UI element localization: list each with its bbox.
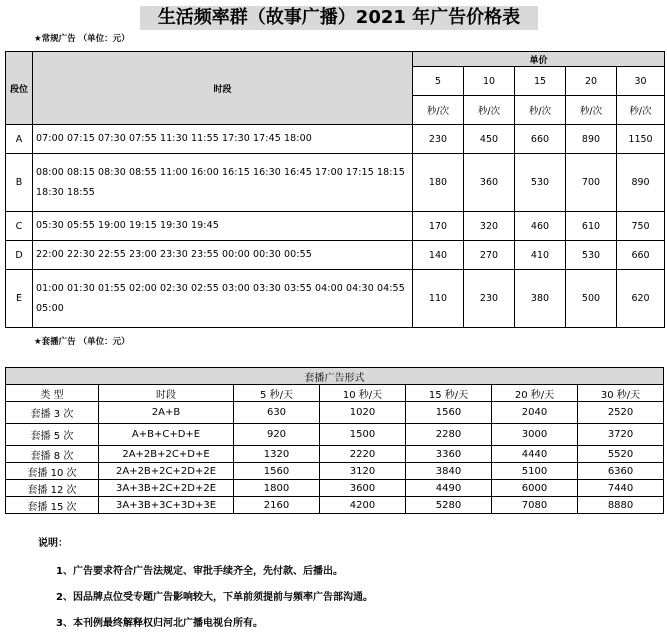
package-type-cell: 套播 5 次 xyxy=(6,424,99,446)
price-cell: 630 xyxy=(234,402,320,424)
package-caption: 套播广告形式 xyxy=(6,368,664,385)
price-cell: 360 xyxy=(464,154,515,212)
price-cell: 700 xyxy=(566,154,617,212)
note-item: 1、广告要求符合广告法规定、审批手续齐全，先付款、后播出。 xyxy=(56,566,343,577)
price-cell: 4440 xyxy=(492,446,578,463)
price-cell: 1560 xyxy=(406,402,492,424)
table-row xyxy=(6,270,665,328)
table-row xyxy=(6,241,665,270)
price-cell: 450 xyxy=(464,125,515,154)
package-slot-cell: 3A+3B+3C+3D+3E xyxy=(99,497,234,514)
price-cell: 1320 xyxy=(234,446,320,463)
segment-cell: D xyxy=(6,241,33,270)
package-type-cell: 套播 3 次 xyxy=(6,402,99,424)
price-cell: 3840 xyxy=(406,463,492,480)
price-cell: 660 xyxy=(617,241,665,270)
price-cell: 1020 xyxy=(320,402,406,424)
slots-cell: 22:00 22:30 22:55 23:00 23:30 23:55 00:00 00:30 00:55 xyxy=(33,241,413,270)
unit-header: 秒/次 xyxy=(515,96,566,125)
package-slot-cell: A+B+C+D+E xyxy=(99,424,234,446)
regular-price-table xyxy=(5,51,665,328)
price-cell: 2280 xyxy=(406,424,492,446)
package-slot-cell: 2A+2B+2C+D+E xyxy=(99,446,234,463)
price-cell: 170 xyxy=(413,212,464,241)
price-cell: 2520 xyxy=(578,402,664,424)
slots-cell: 05:30 05:55 19:00 19:15 19:30 19:45 xyxy=(33,212,413,241)
price-cell: 5280 xyxy=(406,497,492,514)
duration-header: 20 xyxy=(566,67,617,96)
package-slot-cell: 2A+B xyxy=(99,402,234,424)
duration-header: 15 xyxy=(515,67,566,96)
price-cell: 530 xyxy=(566,241,617,270)
price-cell: 6000 xyxy=(492,480,578,497)
price-cell: 7080 xyxy=(492,497,578,514)
price-cell: 140 xyxy=(413,241,464,270)
table-row xyxy=(6,402,664,424)
package-ad-label: ★套播广告 （单位：元） xyxy=(34,337,130,347)
price-cell: 1560 xyxy=(234,463,320,480)
price-cell: 2160 xyxy=(234,497,320,514)
slots-cell: 07:00 07:15 07:30 07:55 11:30 11:55 17:30 17:45 18:00 xyxy=(33,125,413,154)
price-cell: 6360 xyxy=(578,463,664,480)
price-cell: 4200 xyxy=(320,497,406,514)
price-cell: 890 xyxy=(566,125,617,154)
price-cell: 460 xyxy=(515,212,566,241)
table-row xyxy=(6,497,664,514)
note-item: 3、本刊例最终解释权归河北广播电视台所有。 xyxy=(56,618,263,629)
price-cell: 500 xyxy=(566,270,617,328)
column-header: 时段 xyxy=(99,385,234,402)
price-cell: 610 xyxy=(566,212,617,241)
segment-cell: A xyxy=(6,125,33,154)
segment-cell: B xyxy=(6,154,33,212)
unit-header: 秒/次 xyxy=(566,96,617,125)
price-cell: 230 xyxy=(464,270,515,328)
duration-header: 30 xyxy=(617,67,665,96)
price-cell: 920 xyxy=(234,424,320,446)
price-cell: 5520 xyxy=(578,446,664,463)
price-cell: 3000 xyxy=(492,424,578,446)
slot-header: 时段 xyxy=(33,52,413,125)
package-price-table xyxy=(5,367,664,514)
table-row xyxy=(6,424,664,446)
column-header: 类 型 xyxy=(6,385,99,402)
price-cell: 410 xyxy=(515,241,566,270)
price-cell: 230 xyxy=(413,125,464,154)
price-cell: 1500 xyxy=(320,424,406,446)
table-row xyxy=(6,480,664,497)
price-cell: 3120 xyxy=(320,463,406,480)
price-cell: 3720 xyxy=(578,424,664,446)
package-slot-cell: 2A+2B+2C+2D+2E xyxy=(99,463,234,480)
price-cell: 270 xyxy=(464,241,515,270)
unit-price-header: 单价 xyxy=(413,52,665,67)
package-type-cell: 套播 12 次 xyxy=(6,480,99,497)
price-cell: 180 xyxy=(413,154,464,212)
note-item: 2、因品牌点位受专题广告影响较大，下单前须提前与频率广告部沟通。 xyxy=(56,592,373,603)
price-cell: 530 xyxy=(515,154,566,212)
price-cell: 320 xyxy=(464,212,515,241)
price-cell: 110 xyxy=(413,270,464,328)
price-cell: 1150 xyxy=(617,125,665,154)
package-type-cell: 套播 10 次 xyxy=(6,463,99,480)
unit-header: 秒/次 xyxy=(617,96,665,125)
duration-header: 10 xyxy=(464,67,515,96)
package-slot-cell: 3A+3B+2C+2D+2E xyxy=(99,480,234,497)
table-row xyxy=(6,463,664,480)
table-row xyxy=(6,446,664,463)
package-type-cell: 套播 15 次 xyxy=(6,497,99,514)
price-cell: 7440 xyxy=(578,480,664,497)
unit-header: 秒/次 xyxy=(413,96,464,125)
price-cell: 4490 xyxy=(406,480,492,497)
price-cell: 380 xyxy=(515,270,566,328)
price-cell: 2220 xyxy=(320,446,406,463)
price-cell: 2040 xyxy=(492,402,578,424)
price-cell: 3360 xyxy=(406,446,492,463)
unit-header: 秒/次 xyxy=(464,96,515,125)
price-cell: 660 xyxy=(515,125,566,154)
table-row xyxy=(6,125,665,154)
column-header: 30 秒/天 xyxy=(578,385,664,402)
notes-heading: 说明： xyxy=(38,538,68,549)
column-header: 15 秒/天 xyxy=(406,385,492,402)
segment-header: 段位 xyxy=(6,52,33,125)
column-header: 10 秒/天 xyxy=(320,385,406,402)
column-header: 20 秒/天 xyxy=(492,385,578,402)
slots-cell: 01:00 01:30 01:55 02:00 02:30 02:55 03:00 03:30 03:55 04:00 04:30 04:55 05:00 xyxy=(33,270,413,328)
regular-ad-label: ★常规广告 （单位：元） xyxy=(34,34,130,44)
price-cell: 5100 xyxy=(492,463,578,480)
price-cell: 620 xyxy=(617,270,665,328)
price-cell: 3600 xyxy=(320,480,406,497)
duration-header: 5 xyxy=(413,67,464,96)
package-type-cell: 套播 8 次 xyxy=(6,446,99,463)
page-title: 生活频率群（故事广播）2021 年广告价格表 xyxy=(140,6,538,30)
segment-cell: E xyxy=(6,270,33,328)
table-row xyxy=(6,212,665,241)
price-cell: 1800 xyxy=(234,480,320,497)
segment-cell: C xyxy=(6,212,33,241)
slots-cell: 08:00 08:15 08:30 08:55 11:00 16:00 16:15 16:30 16:45 17:00 17:15 18:15 18:30 18:55 xyxy=(33,154,413,212)
table-row xyxy=(6,154,665,212)
price-cell: 8880 xyxy=(578,497,664,514)
column-header: 5 秒/天 xyxy=(234,385,320,402)
price-cell: 750 xyxy=(617,212,665,241)
price-cell: 890 xyxy=(617,154,665,212)
